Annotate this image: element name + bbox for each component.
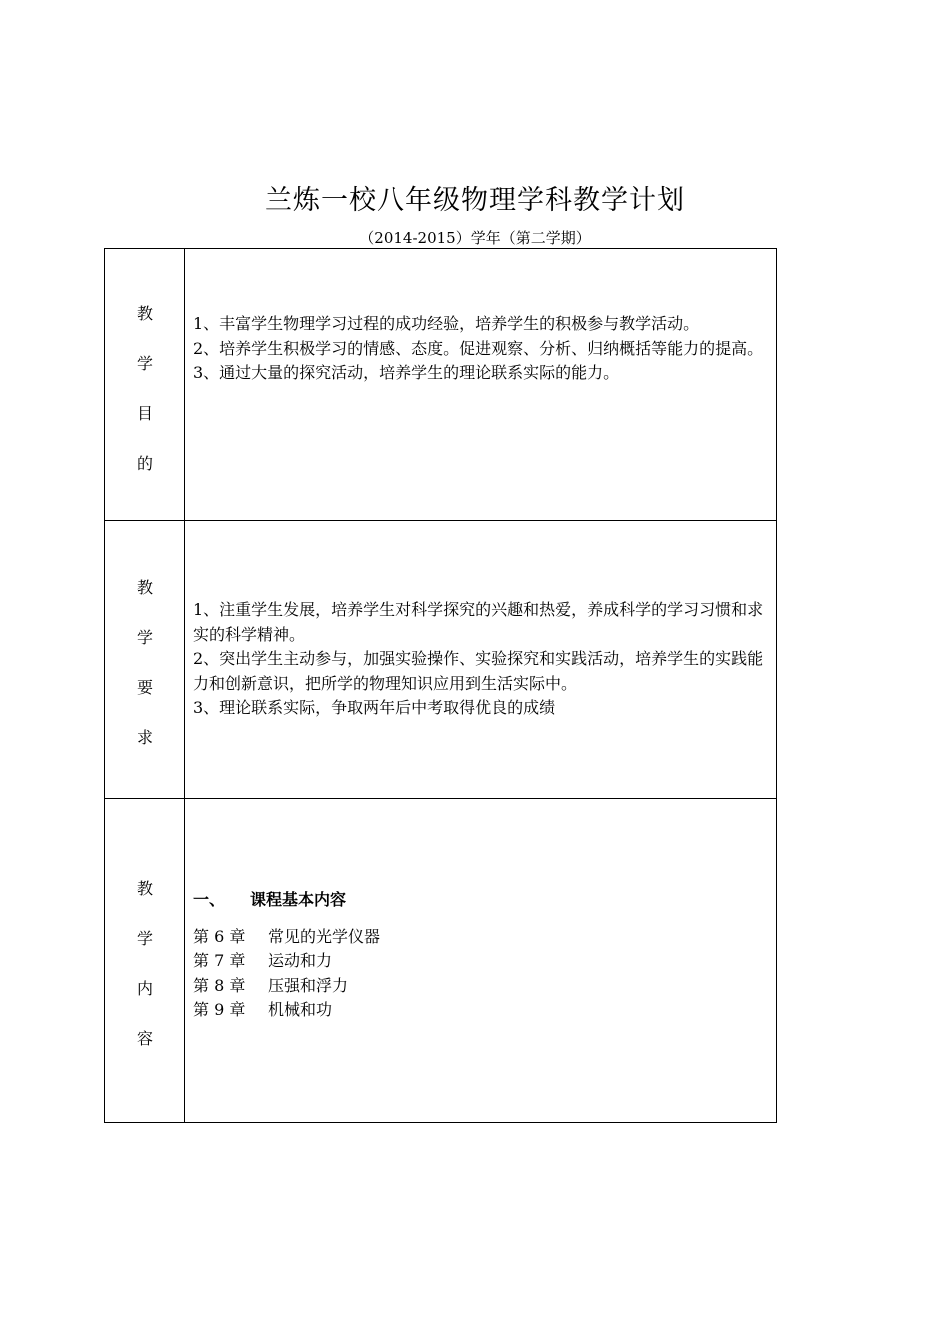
goals-label-cell: [105, 249, 185, 520]
requirements-label-cell: [105, 521, 185, 798]
requirements-label-char: 要: [136, 678, 153, 697]
content-label-cell: [105, 799, 185, 1122]
section-heading: [193, 888, 773, 913]
goal-item: 3、通过大量的探究活动，培养学生的理论联系实际的能力。: [193, 363, 620, 382]
requirements-label-char: 教: [136, 578, 153, 597]
chapter-number: 第 6 章: [193, 926, 246, 946]
goal-item: 1、丰富学生物理学习过程的成功经验，培养学生的积极参与教学活动。: [193, 314, 700, 333]
goals-label-char: 目: [136, 404, 153, 423]
goals-label-char: 的: [136, 454, 153, 473]
chapter-number: 第 9 章: [193, 1000, 246, 1019]
content-label-char: 学: [136, 929, 153, 948]
chapter-item: [193, 974, 773, 999]
plan-table: [104, 248, 777, 1123]
goals-label-char: 学: [136, 354, 153, 373]
requirement-item: 1、注重学生发展，培养学生对科学探究的兴趣和热爱，养成科学的学习习惯和求实的科学精神。: [193, 600, 764, 644]
chapter-item: [193, 925, 773, 950]
chapter-name: 常见的光学仪器: [268, 926, 381, 946]
chapter-item: [193, 949, 773, 974]
requirements-row: [105, 521, 776, 799]
chapter-item: [193, 998, 773, 1023]
chapter-number: 第 7 章: [193, 951, 246, 970]
chapter-name: 运动和力: [268, 951, 333, 970]
section-heading-number: 一、: [193, 890, 226, 909]
requirements-label-char: 求: [136, 728, 153, 747]
chapter-name: 机械和功: [268, 1000, 333, 1019]
requirement-item: 2、突出学生主动参与，加强实验操作、实验探究和实践活动，培养学生的实践能力和创新意识，把所学的物理知识应用到生活实际中。: [193, 649, 764, 693]
document-title: 兰炼一校八年级物理学科教学计划: [265, 185, 685, 216]
section-heading-text: 课程基本内容: [250, 890, 347, 909]
goals-label-char: 教: [136, 304, 153, 323]
requirements-content: [193, 598, 773, 721]
requirements-label-char: 学: [136, 628, 153, 647]
content-label-char: 容: [136, 1029, 153, 1048]
document-subtitle: （2014-2015）学年（第二学期）: [359, 229, 591, 247]
chapter-number: 第 8 章: [193, 975, 246, 995]
chapter-name: 压强和浮力: [268, 975, 349, 995]
goal-item: 2、培养学生积极学习的情感、态度。促进观察、分析、归纳概括等能力的提高。: [193, 338, 764, 358]
goals-content: [193, 312, 773, 386]
content-label-char: 教: [136, 879, 153, 898]
content-list: [193, 888, 773, 1023]
content-label-char: 内: [136, 979, 153, 998]
requirement-item: 3、理论联系实际，争取两年后中考取得优良的成绩: [193, 698, 556, 717]
content-row: [105, 799, 776, 1122]
goals-row: [105, 249, 776, 521]
